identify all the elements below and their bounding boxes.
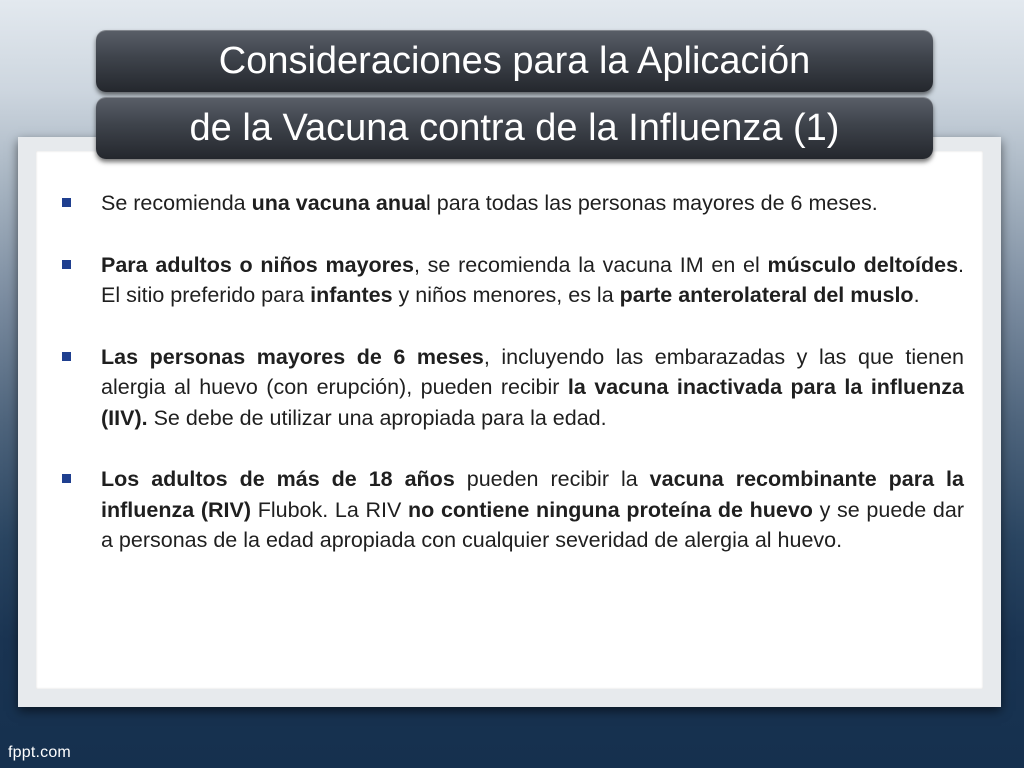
footer-brand: fppt.com [8, 744, 71, 761]
square-bullet-icon [62, 474, 71, 483]
bullet-list [62, 188, 964, 587]
bullet-item [62, 342, 964, 434]
bullet-text: Se recomienda [101, 191, 252, 215]
bullet-text: pueden recibir la [454, 467, 650, 491]
bullet-text-bold: infantes [310, 283, 393, 307]
square-bullet-icon [62, 260, 71, 269]
bullet-text: y se puede dar a personas de la edad apropiada con cualquier severidad de alergia al huevo. [101, 497, 964, 552]
bullet-text-bold: Para adultos o niños mayores [101, 252, 414, 277]
bullet-item [62, 464, 964, 556]
title-banner-line1 [96, 30, 933, 92]
bullet-text-bold: músculo deltoídes [767, 252, 959, 277]
bullet-text-bold: una vacuna anua [251, 191, 427, 215]
bullet-text-bold: Los adultos de más de 18 años [101, 467, 455, 491]
bullet-text-bold: no contiene ninguna proteína de huevo [408, 497, 813, 522]
bullet-text: l para todas las personas mayores de 6 meses. [426, 191, 878, 215]
bullet-text-bold: parte anterolateral del muslo [619, 283, 914, 307]
bullet-text: . El sitio preferido para [101, 252, 965, 307]
bullet-text: Se debe de utilizar una apropiada para la edad. [147, 405, 607, 430]
title-line2: de la Vacuna contra de la Influenza (1) [189, 107, 840, 149]
bullet-item [62, 188, 964, 219]
bullet-text: Flubok. La RIV [251, 497, 409, 522]
square-bullet-icon [62, 352, 71, 361]
bullet-text: , se recomienda la vacuna IM en el [413, 252, 768, 277]
bullet-text-bold: Las personas mayores de 6 meses [101, 344, 484, 369]
bullet-text: y niños menores, es la [392, 283, 620, 307]
bullet-text-bold: la vacuna inactivada para la influenza (IIV). [101, 375, 964, 430]
bullet-text: , incluyendo las embarazadas y las que tienen alergia al huevo (con erupción), pueden recibir [101, 344, 964, 399]
title-banner-line2 [96, 97, 933, 159]
square-bullet-icon [62, 198, 71, 207]
bullet-text: . [913, 283, 920, 307]
bullet-item [62, 250, 964, 311]
title-line1: Consideraciones para la Aplicación [218, 40, 811, 82]
bullet-text-bold: vacuna recombinante para la influenza (RIV) [101, 467, 964, 522]
